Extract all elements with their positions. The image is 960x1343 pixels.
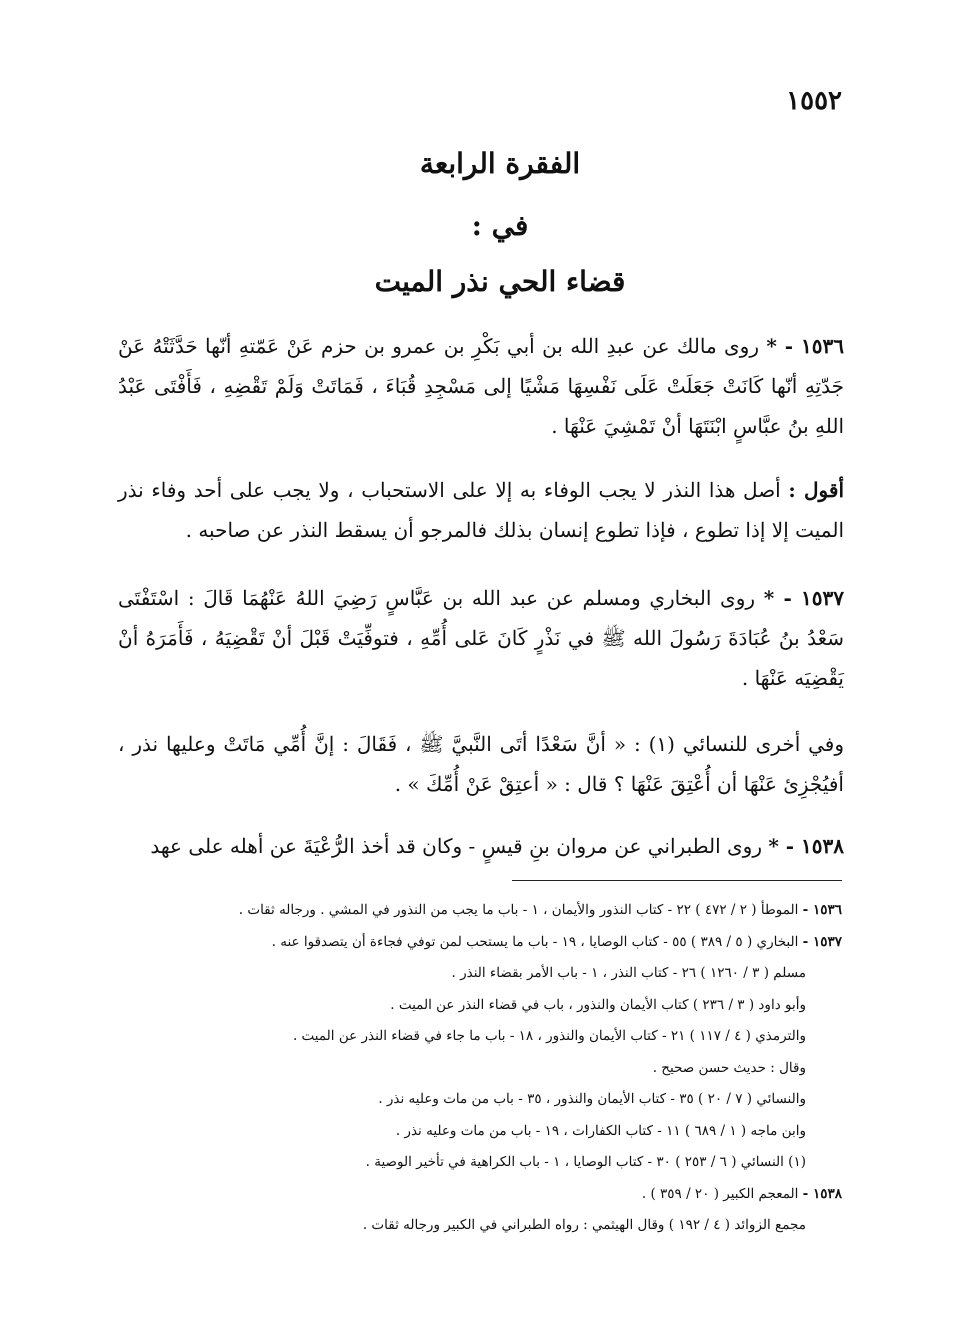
variant-lead: وفي أخرى للنسائي (١) :: [633, 732, 845, 756]
variant-text: « أنَّ سَعْدًا أتَى النَّبيَّ ﷺ ، فَقَالَ : إنَّ أُمِّي مَاتَتْ وعليها نذر ، أفيُجْزِئ عَنْهَا أن أُعْتِقَ عَنْهَا ؟ قال : « أعتِقْ عَنْ أُمِّكَ » .: [118, 732, 844, 796]
footnote-item: [102, 927, 842, 959]
page-number: ١٥٥٢: [786, 86, 842, 116]
footnote-text: وقال : حديث حسن صحيح .: [652, 1059, 806, 1076]
footnote-item: [102, 1116, 842, 1148]
footnote-text: (١) النسائي ( ٦ / ٢٥٣ ) ٣٠ - كتاب الوصايا ، ١ - باب الكراهية في تأخير الوصية .: [365, 1154, 806, 1170]
footnotes-list: [102, 895, 842, 1242]
footnote-text: المعجم الكبير ( ٢٠ / ٣٥٩ ) .: [641, 1185, 799, 1202]
hadith-text: روى البخاري ومسلم عن عبد الله بن عَبَّاسٍ رَضِيَ اللهُ عَنْهُمَا قَالَ : اسْتَفْتَى سَعْدُ بنُ عُبَادَةَ رَسُولَ الله ﷺ في نَذْرٍ كَانَ عَلى أُمِّهِ ، فتوفِّيَتْ قَبْلَ أنْ تَقْضِيَهُ ، فَأَمَرَهُ أنْ يَقْضِيَه عَنْهَا .: [118, 586, 844, 690]
section-title: الفقرة الرابعة: [419, 147, 581, 180]
footnote-text: والترمذي ( ٤ / ١١٧ ) ٢١ - كتاب الأيمان والنذور ، ١٨ - باب ما جاء في قضاء النذر عن الميت .: [292, 1028, 806, 1044]
hadith-text: روى الطبراني عن مروان بنِ قيسٍ - وكان قد أخذ الرُّعْيَةَ عن أهله على عهد: [150, 834, 762, 858]
footnote-item: [102, 1179, 842, 1211]
footnote-number: ١٥٣٨ -: [802, 1185, 842, 1202]
commentary-paragraph: [118, 470, 844, 550]
hadith-1538: [118, 826, 844, 866]
footnote-item: [102, 990, 842, 1022]
commentary-text: أصل هذا النذر لا يجب الوفاء به إلا على الاستحباب ، ولا يجب على أحد وفاء نذر الميت إلا إذا تطوع ، فإذا تطوع إنسان بذلك فالمرجو أن يسقط النذر عن صاحبه .: [118, 478, 844, 542]
footnote-text: مجمع الزوائد ( ٤ / ١٩٢ ) وقال الهيثمي : رواه الطبراني في الكبير ورجاله ثقات .: [362, 1217, 806, 1233]
footnote-item: [102, 895, 842, 927]
hadith-1537: [118, 578, 844, 698]
footnote-text: وأبو داود ( ٣ / ٢٣٦ ) كتاب الأيمان والنذور ، باب في قضاء النذر عن الميت .: [390, 996, 806, 1013]
footnote-item: [102, 1084, 842, 1116]
footnote-item: [102, 958, 842, 990]
footnote-text: البخاري ( ٥ / ٣٨٩ ) ٥٥ - كتاب الوصايا ، ١٩ - باب ما يستحب لمن توفي فجاءة أن يتصدقوا عنه .: [271, 933, 799, 950]
hadith-1536: [118, 326, 844, 446]
footnote-divider: [512, 880, 842, 881]
section-subject: قضاء الحي نذر الميت: [374, 265, 626, 298]
footnote-number: ١٥٣٦ -: [802, 902, 842, 918]
footnote-text: مسلم ( ٣ / ١٢٦٠ ) ٢٦ - كتاب النذر ، ١ - باب الأمر بقضاء النذر .: [451, 965, 806, 981]
footnote-text: والنسائي ( ٧ / ٢٠ ) ٣٥ - كتاب الأيمان والنذور ، ٣٥ - باب من مات وعليه نذر .: [378, 1091, 806, 1107]
hadith-number: ١٥٣٨ - *: [768, 834, 844, 858]
footnote-text: الموطأ ( ٢ / ٤٧٢ ) ٢٢ - كتاب النذور والأيمان ، ١ - باب ما يجب من النذور في المشي . ورجاله ثقات .: [238, 902, 799, 918]
footnote-item: [102, 1053, 842, 1085]
footnote-item: [102, 1147, 842, 1179]
footnote-item: [102, 1210, 842, 1242]
hadith-text: روى مالك عن عبدِ الله بن أبي بَكْرِ بن عمرو بن حزم عَنْ عَمّتهِ أنّها حَدَّثَتْهُ عَنْ جَدّتِهِ أنّها كَانَتْ جَعَلَتْ عَلَى نَفْسِهَا مَشْيًا إلى مَسْجِدِ قُبَاءَ ، فَمَاتَتْ وَلَمْ تَقْضِهِ ، فَأَفْتَى عَبْدُ اللهِ بنُ عبَّاسٍ ابْنَتَهَا أنْ تَمْشِيَ عَنْهَا .: [118, 334, 844, 438]
footnote-text: وابن ماجه ( ١ / ٦٨٩ ) ١١ - كتاب الكفارات ، ١٩ - باب من مات وعليه نذر .: [395, 1122, 806, 1139]
footnote-item: [102, 1021, 842, 1053]
commentary-lead: أقول :: [788, 478, 844, 502]
hadith-number: ١٥٣٧ - *: [763, 586, 845, 610]
nasai-variant: [118, 724, 844, 804]
section-preposition: في :: [471, 209, 529, 242]
footnote-number: ١٥٣٧ -: [802, 933, 842, 950]
hadith-number: ١٥٣٦ - *: [766, 334, 845, 358]
